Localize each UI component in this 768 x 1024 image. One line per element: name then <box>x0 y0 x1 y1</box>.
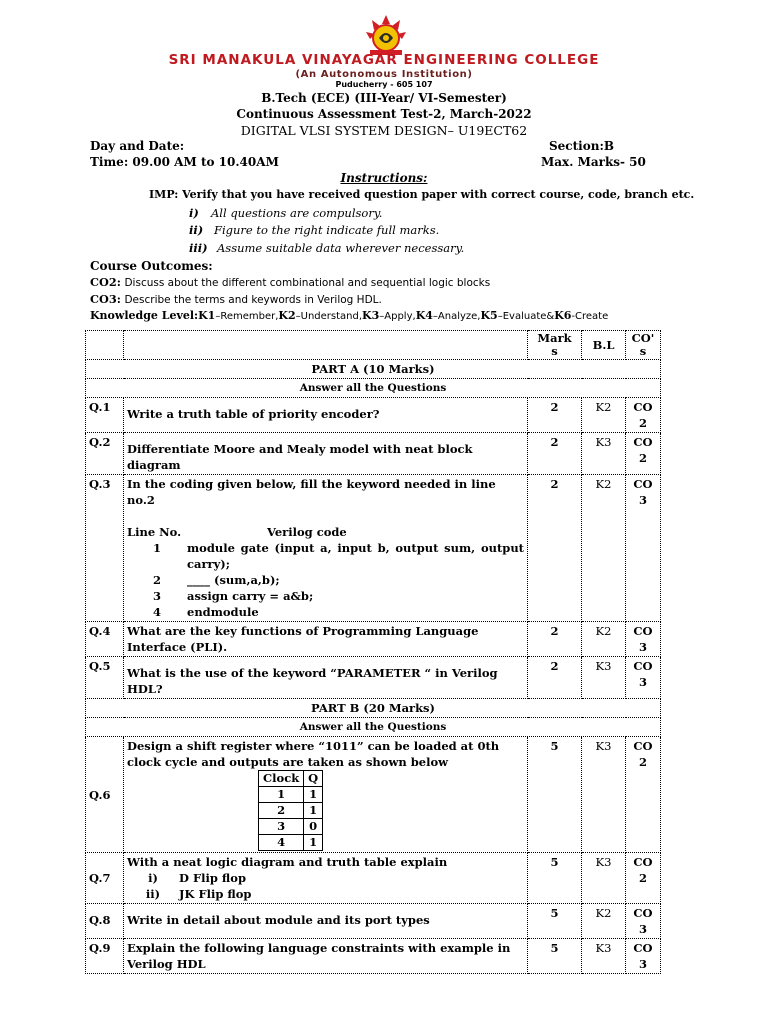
co3-line: CO3: Describe the terms and keywords in Verilog HDL. <box>90 292 382 306</box>
part-b-instruction-row: Answer all the Questions <box>86 718 661 737</box>
question-table <box>85 330 661 974</box>
course-line: DIGITAL VLSI SYSTEM DESIGN– U19ECT62 <box>240 123 528 138</box>
time-label: Time: 09.00 AM to 10.40AM <box>90 155 279 169</box>
program-line: B.Tech (ECE) (III-Year/ VI-Semester) <box>261 91 507 105</box>
co2-line: CO2: Discuss about the different combinational and sequential logic blocks <box>90 275 491 289</box>
question-row: Q.5 What is the use of the keyword “PARAMETER “ in Verilog HDL? 2 K3 CO 3 <box>86 657 661 699</box>
question-row: Q.4 What are the key functions of Programming Language Interface (PLI). 2 K2 CO 3 <box>86 622 661 657</box>
college-logo <box>364 14 408 56</box>
imp-note: IMP: Verify that you have received question paper with correct course, code, branch etc. <box>149 188 695 201</box>
table-header-row: Mark s B.L CO' s <box>86 331 661 360</box>
section-label: Section:B <box>549 139 615 153</box>
question-row: Q.9 Explain the following language constraints with example in Verilog HDL 5 K3 CO 3 <box>86 939 661 974</box>
question-row: Q.7 With a neat logic diagram and truth table explain i) D Flip flop ii) JK Flip flop 5 K3 CO 2 <box>86 853 661 904</box>
instruction-item: ii) Figure to the right indicate full marks. <box>189 223 440 237</box>
institution-status: (An Autonomous Institution) <box>295 69 473 80</box>
college-name: SRI MANAKULA VINAYAGAR ENGINEERING COLLEGE <box>168 52 600 68</box>
instruction-item: iii) Assume suitable data wherever necessary. <box>189 241 465 255</box>
clock-table: Clock Q 1 1 2 1 3 0 4 1 <box>258 770 323 851</box>
knowledge-level-line: Knowledge Level:K1–Remember,K2–Understand,K3–Apply,K4–Analyze,K5–Evaluate&K6-Create <box>90 309 609 322</box>
part-b-title-row: PART B (20 Marks) <box>86 699 661 718</box>
instructions-title: Instructions: <box>340 171 428 185</box>
day-date-label: Day and Date: <box>90 139 185 153</box>
course-outcomes-title: Course Outcomes: <box>90 259 213 273</box>
instruction-item: i) All questions are compulsory. <box>189 206 383 220</box>
part-a-title-row: PART A (10 Marks) <box>86 360 661 379</box>
question-row: Q.2 Differentiate Moore and Mealy model with neat block diagram 2 K3 CO 2 <box>86 433 661 475</box>
question-row: Q.8 Write in detail about module and its port types 5 K2 CO 3 <box>86 904 661 939</box>
question-row: Q.6 Design a shift register where “1011” can be loaded at 0th clock cycle and outputs are taken as shown below Clock Q 1 1 2 1 3 0 4 1 5 K3 CO 2 <box>86 737 661 853</box>
question-row: Q.3 In the coding given below, fill the keyword needed in line no.2 Line No. Verilog code 1 module gate (input a, input b, output sum, output carry); 2 ____ (sum,a,b); 3 assign carry = a&b; 4 endmodule 2 K2 CO 3 <box>86 475 661 622</box>
question-row: Q.1 Write a truth table of priority encoder? 2 K2 CO 2 <box>86 398 661 433</box>
test-line: Continuous Assessment Test-2, March-2022 <box>236 107 532 121</box>
max-marks-label: Max. Marks- 50 <box>541 155 646 169</box>
part-a-instruction-row: Answer all the Questions <box>86 379 661 398</box>
college-address: Puducherry - 605 107 <box>335 80 433 89</box>
